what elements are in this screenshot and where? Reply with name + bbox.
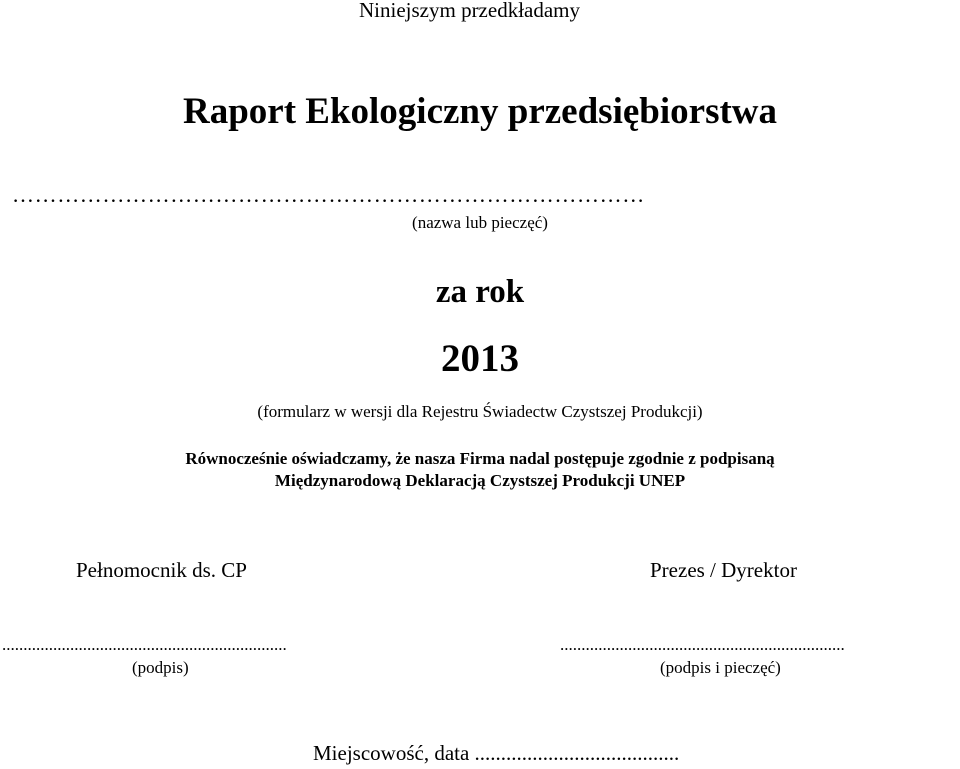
intro-text: Niniejszym przedkładamy bbox=[359, 0, 581, 22]
signature-right-line: ................................................................... bbox=[560, 635, 845, 654]
signature-left-caption: (podpis) bbox=[132, 658, 189, 677]
signatory-right-role: Prezes / Dyrektor bbox=[650, 558, 797, 582]
signature-left-line: ................................................................... bbox=[2, 635, 287, 654]
signatory-left-role: Pełnomocnik ds. CP bbox=[76, 558, 247, 582]
year-label: za rok bbox=[435, 274, 525, 310]
year-value: 2013 bbox=[441, 337, 519, 380]
place-date-field: Miejscowość, data ....................................... bbox=[313, 741, 680, 765]
company-name-line: ………………………………………………………………………… bbox=[12, 182, 645, 207]
declaration-line-1: Równocześnie oświadczamy, że nasza Firma nadal postępuje zgodnie z podpisaną bbox=[185, 449, 775, 468]
form-note: (formularz w wersji dla Rejestru Świadectw Czystszej Produkcji) bbox=[257, 402, 703, 421]
report-title: Raport Ekologiczny przedsiębiorstwa bbox=[182, 91, 778, 132]
signature-right-caption: (podpis i pieczęć) bbox=[660, 658, 781, 677]
company-name-caption: (nazwa lub pieczęć) bbox=[412, 213, 548, 232]
declaration bbox=[0, 448, 960, 492]
declaration-line-2: Międzynarodową Deklaracją Czystszej Produkcji UNEP bbox=[274, 471, 686, 490]
